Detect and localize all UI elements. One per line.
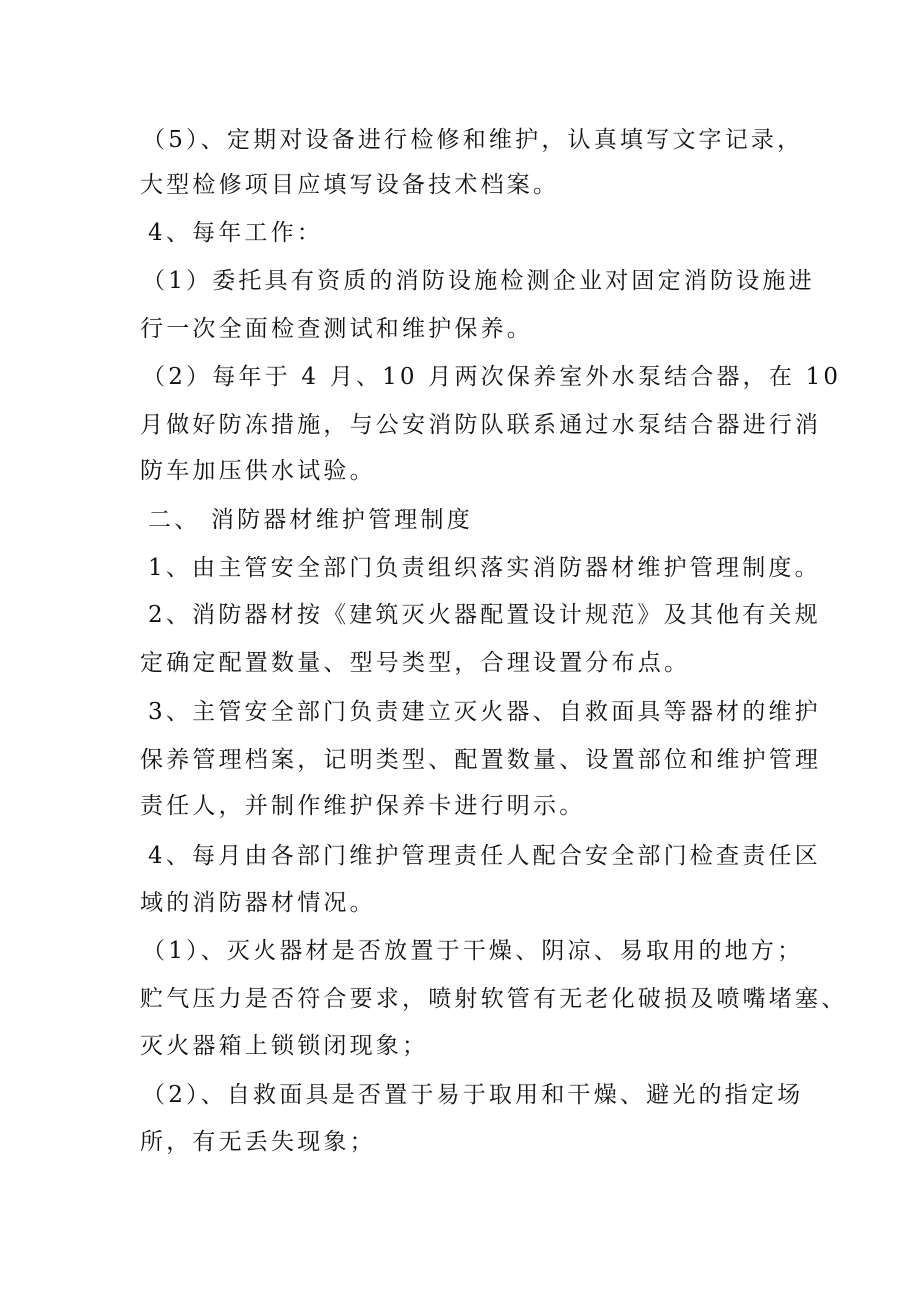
text-line: （2）每年于 4 月、10 月两次保养室外水泵结合器，在 10 — [142, 364, 842, 390]
text-line: 月做好防冻措施，与公安消防队联系通过水泵结合器进行消 — [140, 412, 822, 438]
text-line: 1、由主管安全部门负责组织落实消防器材维护管理制度。 — [148, 555, 821, 581]
text-line: 行一次全面检查测试和维护保养。 — [140, 316, 533, 342]
text-line: （5）、定期对设备进行检修和维护，认真填写文字记录， — [142, 127, 804, 153]
text-line: 防车加压供水试验。 — [140, 458, 376, 484]
text-line: 保养管理档案，记明类型、配置数量、设置部位和维护管理 — [140, 747, 822, 773]
text-line: （1）委托具有资质的消防设施检测企业对固定消防设施进 — [142, 268, 815, 294]
text-line: 定确定配置数量、型号类型，合理设置分布点。 — [140, 650, 691, 676]
text-line: 4、每月由各部门维护管理责任人配合安全部门检查责任区 — [148, 843, 821, 869]
text-line: （2）、自救面具是否置于易于取用和干燥、避光的指定场 — [142, 1082, 804, 1108]
text-line: 责任人，并制作维护保养卡进行明示。 — [140, 793, 586, 819]
text-line: 域的消防器材情况。 — [140, 890, 376, 916]
text-line: 3、主管安全部门负责建立灭火器、自救面具等器材的维护 — [148, 699, 821, 725]
text-line: 贮气压力是否符合要求，喷射软管有无老化破损及喷嘴堵塞、 — [140, 986, 848, 1012]
text-line: （1）、灭火器材是否放置于干燥、阴凉、易取用的地方； — [142, 938, 804, 964]
text-line: 2、消防器材按《建筑灭火器配置设计规范》及其他有关规 — [148, 602, 821, 628]
text-line: 大型检修项目应填写设备技术档案。 — [140, 172, 560, 198]
text-line: 所，有无丢失现象； — [140, 1129, 376, 1155]
section-heading: 二、 消防器材维护管理制度 — [148, 507, 473, 533]
text-line: 4、每年工作： — [148, 220, 324, 246]
text-line: 灭火器箱上锁锁闭现象； — [140, 1033, 429, 1059]
